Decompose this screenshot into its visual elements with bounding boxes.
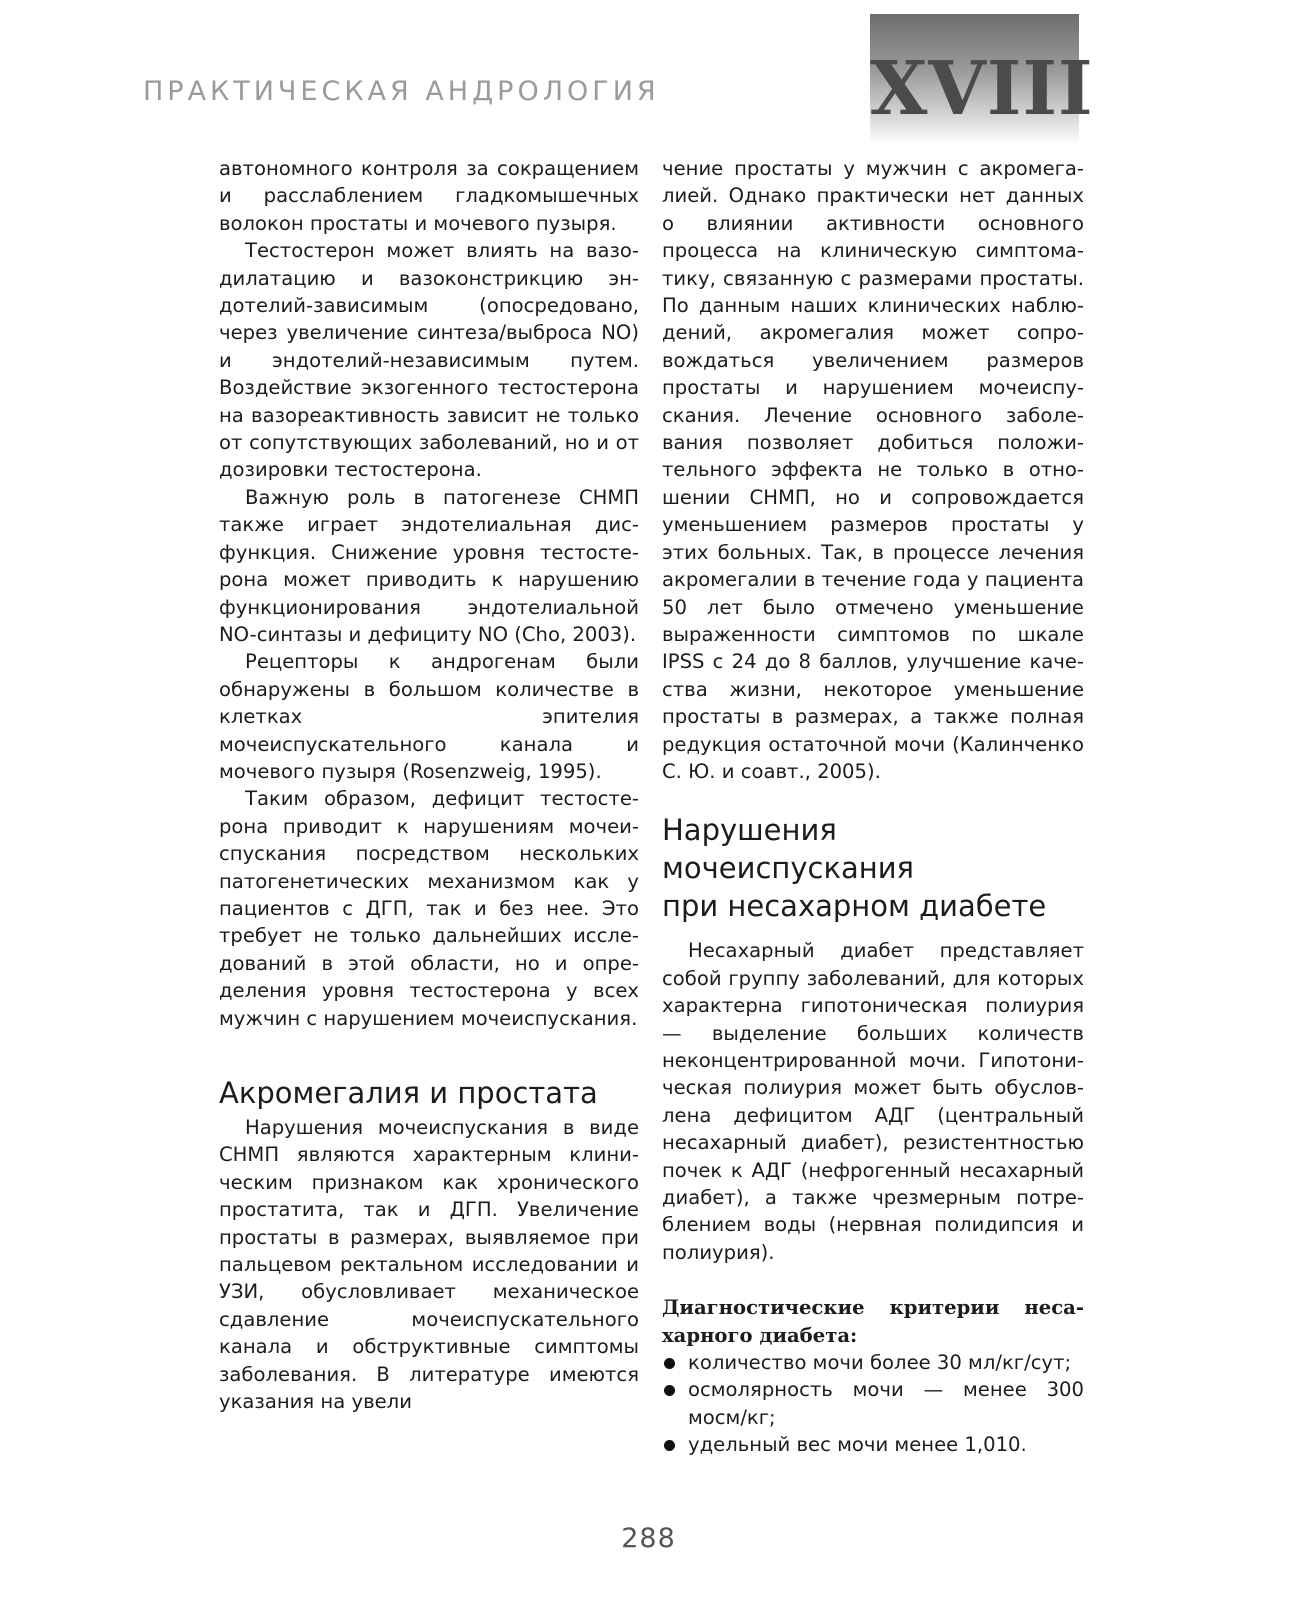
list-item <box>662 1376 1084 1431</box>
paragraph: автономного контроля за сокращением и расслаблением гладкомышечных волокон простаты и мочевого пузыря. <box>219 157 639 235</box>
paragraph: Таким образом, дефицит тестостерона приводит к нарушениям мочеиспускания посредством нескольких патогенетических механизмом как у пациентов с ДГП, так и без нее. Это требует не только дальнейших исследований в этой области, но и определения уровня тестостерона у всех мужчин с нарушением мочеиспускания. <box>219 787 639 1030</box>
list-item-text: количество мочи более 30 мл/кг/сут; <box>688 1351 1072 1375</box>
paragraph: Рецепторы к андрогенам были обнаружены в большом количестве в клетках эпителия мочеиспускательного канала и мочевого пузыря (Rosenzweig, 1995). <box>219 650 639 783</box>
heading-line: при несахарном диабете <box>662 889 1047 924</box>
paragraph: Нарушения мочеиспускания в виде СНМП являются характерным клиническим признаком как хронического простатита, так и ДГП. Увеличение простаты в размерах, выявляемое при пальцевом ректальном исследовании и УЗИ, обусловливает механическое сдавление мочеиспускательного канала и обструктивные симптомы заболевания. В литературе имеются указания на увели <box>219 1116 639 1414</box>
section-heading: Акромегалия и простата <box>219 1076 598 1110</box>
running-title: ПРАКТИЧЕСКАЯ АНДРОЛОГИЯ <box>143 76 660 107</box>
heading-line: мочеиспускания <box>662 851 914 886</box>
paragraph: Несахарный диабет представляет собой группу заболеваний, для которых характерна гипотоническая полиурия — выделение больших количеств неконцентрированной мочи. Гипотоническая полиурия может быть обусловлена дефицитом АДГ (центральный несахарный диабет), резистентностью почек к АДГ (нефрогенный несахарный диабет), а также чрезмерным потреблением воды (нервная полидипсия и полиурия). <box>662 939 1084 1264</box>
left-column <box>219 155 639 1415</box>
list-item <box>662 1431 1084 1458</box>
paragraph: Важную роль в патогенезе СНМП также играет эндотелиальная дисфункция. Снижение уровня тестостерона может приводить к нарушению функционирования эндотелиальной NO-синтазы и дефициту NO (Cho, 2003). <box>219 485 639 646</box>
chapter-number: XVIII <box>870 46 1094 132</box>
right-column <box>662 155 1084 1459</box>
bullet-icon <box>664 1358 675 1369</box>
section-heading <box>662 811 1084 925</box>
paragraph: Тестостерон может влиять на вазодилатацию и вазоконстрикцию эндотелий-зависимым (опосредовано, через увеличение синтеза/выброса NO) и эндотелий-независимым путем. Воздействие экзогенного тестостерона на вазореактивность зависит не только от сопутствующих заболеваний, но и от дозировки тестостерона. <box>219 239 639 482</box>
bullet-icon <box>664 1385 675 1396</box>
criteria-title: Диагностические критерии несахарного диабета: <box>662 1296 1084 1347</box>
bullet-icon <box>664 1440 675 1451</box>
list-item <box>662 1349 1084 1376</box>
list-item-text: осмолярность мочи — менее 300 мосм/кг; <box>688 1378 1084 1429</box>
chapter-badge <box>870 14 1094 144</box>
criteria-list <box>662 1349 1084 1459</box>
page-number: 288 <box>621 1523 676 1554</box>
list-item-text: удельный вес мочи менее 1,010. <box>688 1433 1027 1457</box>
heading-line: Нарушения <box>662 813 837 848</box>
paragraph: чение простаты у мужчин с акромегалией. Однако практически нет данных о влиянии активности основного процесса на клиническую симптоматику, связанную с размерами простаты. По данным наших клинических наблюдений, акромегалия может сопровождаться увеличением размеров простаты и нарушением мочеиспускания. Лечение основного заболевания позволяет добиться положительного эффекта не только в отношении СНМП, но и сопровождается уменьшением размеров простаты у этих больных. Так, в процессе лечения акромегалии в течение года у пациента 50 лет было отмечено уменьшение выраженности симптомов по шкале IPSS с 24 до 8 баллов, улучшение качества жизни, некоторое уменьшение простаты в размерах, а также полная редукция остаточной мочи (Калинченко С. Ю. и соавт., 2005). <box>662 157 1084 783</box>
